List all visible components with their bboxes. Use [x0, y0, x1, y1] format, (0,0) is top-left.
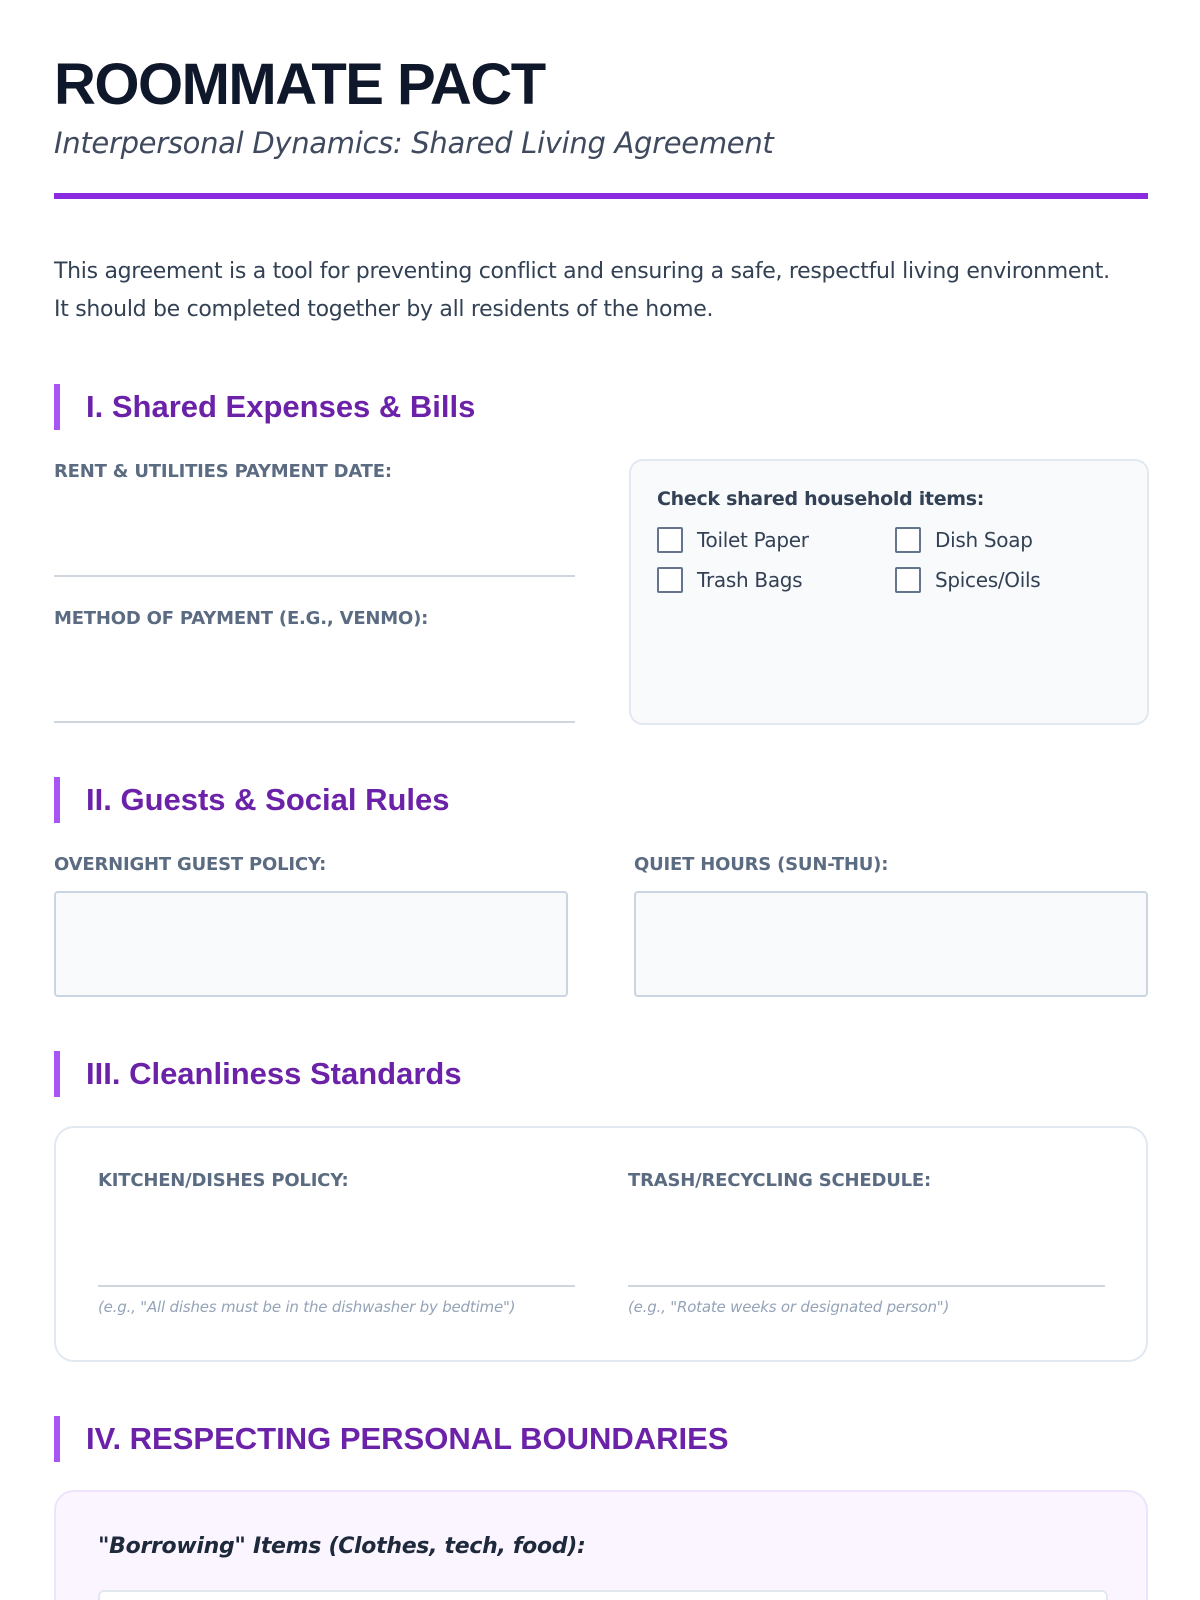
- intro-line-2: It should be completed together by all residents of the home.: [54, 297, 714, 322]
- guest-policy-input[interactable]: [54, 891, 568, 997]
- shared-items-title: Check shared household items:: [657, 488, 985, 510]
- checkbox-item-spices-oils[interactable]: [895, 567, 1040, 593]
- kitchen-policy-field[interactable]: [98, 1285, 575, 1287]
- trash-schedule-field[interactable]: [628, 1285, 1105, 1287]
- cleanliness-card: [54, 1126, 1148, 1362]
- checkbox-item-trash-bags[interactable]: [657, 567, 802, 593]
- title-divider: [54, 193, 1148, 199]
- checkbox[interactable]: [895, 567, 921, 593]
- checkbox-label: Trash Bags: [697, 568, 803, 592]
- payment-date-field[interactable]: [54, 575, 575, 577]
- checkbox-label: Toilet Paper: [697, 528, 809, 552]
- checkbox[interactable]: [895, 527, 921, 553]
- section-heading-cleanliness: III. Cleanliness Standards: [54, 1051, 462, 1097]
- section-heading-guests: II. Guests & Social Rules: [54, 777, 450, 823]
- section-heading-expenses: I. Shared Expenses & Bills: [54, 384, 475, 430]
- kitchen-policy-hint: (e.g., "All dishes must be in the dishwasher by bedtime"): [98, 1298, 516, 1316]
- checkbox-item-dish-soap[interactable]: [895, 527, 1033, 553]
- intro-line-1: This agreement is a tool for preventing conflict and ensuring a safe, respectful living environment.: [54, 259, 1110, 284]
- borrowing-input[interactable]: [98, 1590, 1108, 1600]
- quiet-hours-label: QUIET HOURS (SUN-THU):: [634, 854, 889, 875]
- trash-schedule-label: TRASH/RECYCLING SCHEDULE:: [628, 1170, 931, 1191]
- checkbox-label: Dish Soap: [935, 528, 1033, 552]
- checkbox[interactable]: [657, 567, 683, 593]
- payment-date-label: RENT & UTILITIES PAYMENT DATE:: [54, 461, 392, 482]
- page-subtitle: Interpersonal Dynamics: Shared Living Agreement: [54, 126, 774, 160]
- checkbox[interactable]: [657, 527, 683, 553]
- guest-policy-label: OVERNIGHT GUEST POLICY:: [54, 854, 327, 875]
- borrowing-label: "Borrowing" Items (Clothes, tech, food):: [98, 1534, 586, 1559]
- checkbox-label: Spices/Oils: [935, 568, 1041, 592]
- checkbox-item-toilet-paper[interactable]: [657, 527, 809, 553]
- payment-method-label: METHOD OF PAYMENT (E.G., VENMO):: [54, 608, 429, 629]
- boundaries-card: [54, 1490, 1148, 1600]
- trash-schedule-hint: (e.g., "Rotate weeks or designated person"): [628, 1298, 950, 1316]
- shared-items-panel: [629, 459, 1149, 725]
- intro-paragraph: [54, 253, 1154, 329]
- payment-method-field[interactable]: [54, 721, 575, 723]
- section-heading-boundaries: IV. RESPECTING PERSONAL BOUNDARIES: [54, 1416, 729, 1462]
- kitchen-policy-label: KITCHEN/DISHES POLICY:: [98, 1170, 349, 1191]
- page-title: ROOMMATE PACT: [54, 52, 545, 117]
- quiet-hours-input[interactable]: [634, 891, 1148, 997]
